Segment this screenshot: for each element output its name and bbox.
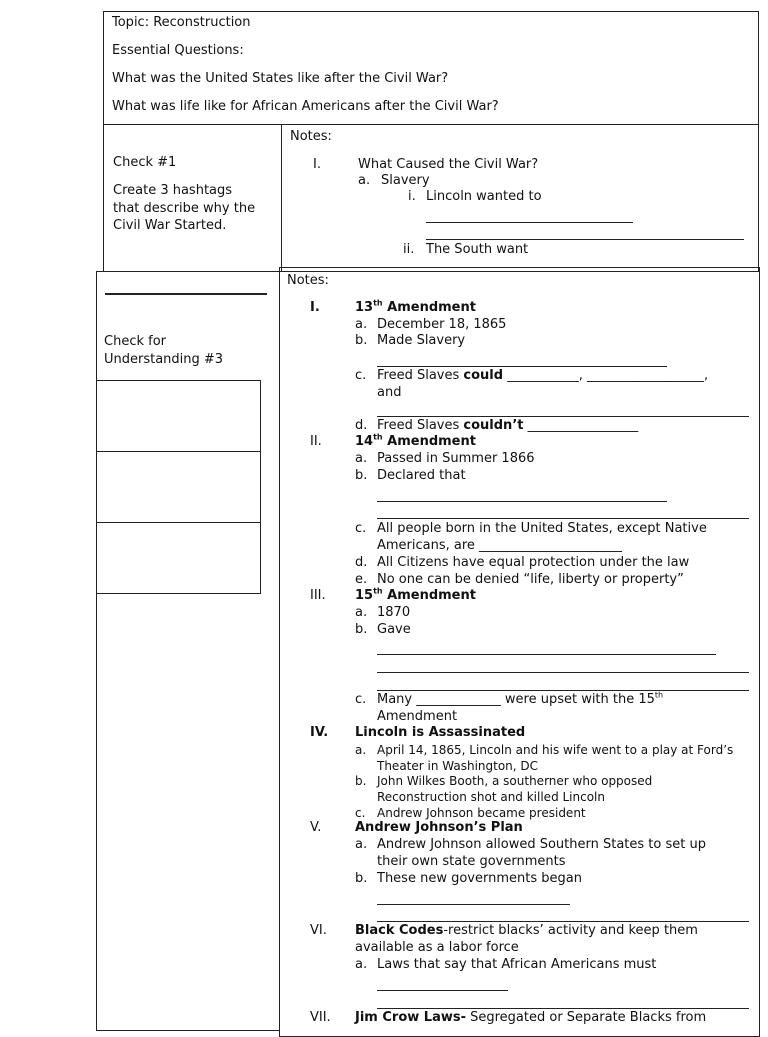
s5-a-marker: a.	[355, 837, 368, 852]
notes1-i-text: Lincoln wanted to	[426, 189, 542, 204]
section-1-title: 13th Amendment	[355, 298, 476, 315]
check3-top-line	[105, 293, 267, 295]
s4-a-marker: a.	[355, 743, 367, 757]
s2-d-text: All Citizens have equal protection under the law	[377, 555, 690, 570]
notes1-a-marker: a.	[358, 173, 371, 188]
s1-c-marker: c.	[355, 368, 367, 383]
s1-d-marker: d.	[355, 418, 368, 433]
section-4-title: Lincoln is Assassinated	[355, 725, 526, 740]
section-1-number: I.	[310, 300, 320, 315]
answer-box-3[interactable]	[96, 522, 261, 594]
s2-e-marker: e.	[355, 572, 368, 587]
question-1: What was the United States like after the Civil War?	[112, 71, 449, 86]
answer-blank[interactable]	[377, 1008, 749, 1009]
s5-b-text: These new governments began	[377, 871, 582, 886]
notes1-i-marker: i.	[408, 189, 416, 204]
section-7-number: VII.	[310, 1010, 331, 1025]
s1-a-text: December 18, 1865	[377, 317, 507, 332]
s2-a-text: Passed in Summer 1866	[377, 451, 535, 466]
s1-c-text-cont: and	[377, 385, 402, 400]
section-2-number: II.	[310, 434, 322, 449]
answer-blank[interactable]	[377, 518, 749, 519]
answer-blank[interactable]	[377, 690, 749, 691]
s5-a-text: Andrew Johnson allowed Southern States to set up	[377, 837, 706, 852]
s2-a-marker: a.	[355, 451, 368, 466]
section-6-title: Black Codes-restrict blacks’ activity and keep them	[355, 923, 698, 938]
s3-c-text-cont: Amendment	[377, 709, 458, 724]
section-7-title: Jim Crow Laws- Segregated or Separate Blacks from	[355, 1010, 707, 1025]
s3-b-marker: b.	[355, 622, 368, 637]
s3-b-text: Gave	[377, 622, 411, 637]
answer-blank[interactable]	[377, 904, 570, 905]
answer-box-2[interactable]	[96, 451, 261, 523]
s5-b-marker: b.	[355, 871, 368, 886]
s3-a-text: 1870	[377, 605, 411, 620]
s3-a-marker: a.	[355, 605, 368, 620]
check3-label-line2: Understanding #3	[104, 352, 224, 367]
answer-blank[interactable]	[377, 921, 749, 922]
check1-title: Check #1	[113, 155, 177, 170]
answer-blank[interactable]	[377, 672, 749, 673]
s2-e-text: No one can be denied “life, liberty or property”	[377, 572, 684, 587]
notes1-ii-text: The South want	[426, 242, 529, 257]
answer-blank[interactable]	[377, 990, 508, 991]
s4-b-marker: b.	[355, 774, 367, 788]
check1-text-line2: that describe why the	[113, 201, 256, 216]
section-5-title: Andrew Johnson’s Plan	[355, 820, 523, 835]
question-2: What was life like for African Americans after the Civil War?	[112, 99, 499, 114]
s1-b-text: Made Slavery	[377, 333, 466, 348]
s4-a-text: April 14, 1865, Lincoln and his wife went to a play at Ford’s	[377, 743, 734, 757]
notes1-label: Notes:	[290, 129, 332, 144]
answer-blank[interactable]	[377, 501, 667, 502]
essential-questions-label: Essential Questions:	[112, 43, 244, 58]
s2-c-marker: c.	[355, 521, 367, 536]
s3-c-text: Many _____________ were upset with the 15th	[377, 690, 664, 707]
answer-blank[interactable]	[377, 654, 716, 655]
s2-c-text: All people born in the United States, except Native	[377, 521, 707, 536]
section-6-line2: available as a labor force	[355, 940, 519, 955]
s2-b-marker: b.	[355, 468, 368, 483]
s1-b-marker: b.	[355, 333, 368, 348]
answer-blank[interactable]	[377, 366, 667, 367]
s1-c-text: Freed Slaves could ___________, __________________,	[377, 368, 709, 383]
s3-c-marker: c.	[355, 692, 367, 707]
s4-c-text: Andrew Johnson became president	[377, 806, 586, 820]
s4-a-text-cont: Theater in Washington, DC	[377, 759, 539, 773]
s2-c-text-cont: Americans, are ______________________	[377, 538, 623, 553]
section-2-title: 14th Amendment	[355, 432, 476, 449]
section-4-number: IV.	[310, 725, 329, 740]
s4-c-marker: c.	[355, 806, 366, 820]
answer-blank[interactable]	[426, 239, 744, 240]
check1-text-line1: Create 3 hashtags	[113, 183, 233, 198]
answer-blank[interactable]	[426, 222, 633, 223]
s4-b-text-cont: Reconstruction shot and killed Lincoln	[377, 790, 605, 804]
answer-blank[interactable]	[377, 416, 749, 417]
s2-d-marker: d.	[355, 555, 368, 570]
section-3-number: III.	[310, 588, 326, 603]
notes1-question: What Caused the Civil War?	[358, 157, 539, 172]
answer-box-1[interactable]	[96, 380, 261, 452]
section-3-title: 15th Amendment	[355, 586, 476, 603]
s4-b-text: John Wilkes Booth, a southerner who opposed	[377, 774, 653, 788]
topic-text: Topic: Reconstruction	[112, 15, 251, 30]
s1-a-marker: a.	[355, 317, 368, 332]
check1-text-line3: Civil War Started.	[113, 218, 227, 233]
s6-a-text: Laws that say that African Americans must	[377, 957, 657, 972]
section-6-number: VI.	[310, 923, 327, 938]
notes2-label: Notes:	[287, 273, 329, 288]
check3-label-line1: Check for	[104, 334, 166, 349]
section-5-number: V.	[310, 820, 322, 835]
notes1-a-text: Slavery	[381, 173, 430, 188]
s1-d-text: Freed Slaves couldn’t _________________	[377, 418, 639, 433]
notes1-roman-1: I.	[313, 157, 321, 172]
notes1-ii-marker: ii.	[403, 242, 415, 257]
s5-a-text-cont: their own state governments	[377, 854, 566, 869]
s6-a-marker: a.	[355, 957, 368, 972]
s2-b-text: Declared that	[377, 468, 466, 483]
